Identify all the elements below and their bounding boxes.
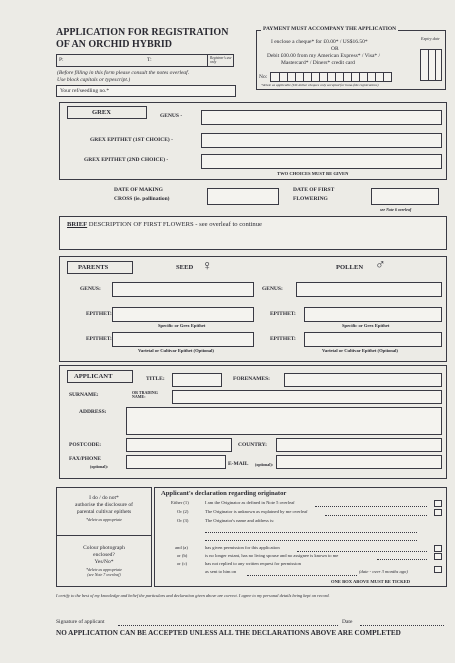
checkbox-no-reply[interactable] (434, 566, 442, 573)
grex-epithet1-label: GREX EPITHET (1ST CHOICE) - (90, 137, 173, 143)
cross-date-label1: DATE OF MAKING (114, 187, 163, 193)
grex-genus-label: GENUS - (160, 113, 183, 119)
expiry-label: Expiry date (421, 36, 440, 41)
title-label: TITLE: (146, 376, 165, 382)
decl-text1: I am the Originator as defined in Note 5 overleaf (205, 500, 295, 505)
surname-field[interactable] (172, 390, 442, 404)
payment-debit: Debit £00.00 from my American Express* / Visa* / (267, 53, 381, 59)
parents-heading-box (67, 261, 133, 274)
seed-epithet1-label: EPITHET: (86, 311, 112, 317)
address-label: ADDRESS: (79, 409, 107, 415)
pollen-specific-caption: Specific or Grex Epithet (342, 323, 390, 328)
registrar-divider (207, 55, 208, 66)
cross-date-field[interactable] (207, 188, 279, 205)
photo-line2: enclosed? (93, 552, 115, 558)
disclose-note: *delete as appropriate (85, 517, 123, 522)
t-label: T: (147, 57, 152, 63)
decl-text-b: is no longer extant, has no living spouse and no assignee is known to me (205, 553, 339, 558)
form-title-line1: APPLICATION FOR REGISTRATION (56, 27, 229, 38)
checkbox-permission[interactable] (434, 545, 442, 552)
signature-date-line[interactable] (360, 625, 444, 626)
or-b-label: or (b) (177, 553, 188, 558)
payment-cheque: I enclose a cheque* for £0.00* / US$16.50* (271, 39, 368, 45)
payment-title: PAYMENT MUST ACCOMPANY THE APPLICATION (263, 26, 397, 32)
pollen-specific-epithet-field[interactable] (304, 307, 442, 322)
grex-heading: GREX (92, 109, 112, 116)
flowering-date-label1: DATE OF FIRST (293, 187, 335, 193)
pt-registrar-box (56, 54, 234, 67)
pollen-genus-field[interactable] (296, 282, 442, 297)
signature-label: Signature of applicant (56, 619, 105, 625)
fax-optional-label: (optional): (90, 464, 108, 469)
ref-label: Your ref/seedling no.* (60, 88, 110, 94)
disclosure-photo-panel (56, 487, 152, 587)
one-box-note: ONE BOX ABOVE MUST BE TICKED (331, 579, 411, 584)
photo-note1: *delete as appropriate (85, 567, 123, 572)
email-optional-label: (optional): (255, 462, 273, 467)
seed-specific-caption: Specific or Grex Epithet (158, 323, 206, 328)
decl-text-c1: has not replied to any written request for permission (205, 561, 301, 566)
grex-section (59, 102, 447, 180)
checkbox-originator-unknown[interactable] (434, 509, 442, 516)
country-label: COUNTRY: (238, 442, 267, 448)
note6-reference: see Note 6 overleaf (380, 207, 412, 212)
expiry-field[interactable] (420, 49, 442, 81)
decl-text3: The Originator's name and address is: (205, 518, 275, 523)
declaration-section (154, 487, 447, 587)
applicant-heading-box (67, 370, 133, 383)
payment-card-types: Mastercard* / Diners* credit card (281, 60, 355, 66)
or3-label: Or (3) (177, 518, 189, 523)
decl-text-c2: as sent to him on (205, 569, 237, 574)
flowering-date-label2: FLOWERING (293, 196, 328, 202)
either1-label: Either (1) (171, 500, 189, 505)
or2-label: Or (2) (177, 509, 189, 514)
two-choices-note: TWO CHOICES MUST BE GIVEN (277, 171, 349, 176)
postcode-label: POSTCODE: (69, 442, 102, 448)
grex-epithet2-label: GREX EPITHET (2ND CHOICE) - (84, 157, 169, 163)
p-label: P: (59, 57, 64, 63)
signature-line[interactable] (118, 625, 338, 626)
payment-footnote: *delete as applicable (UK dollar cheques only accepted for bona-fide registrations) (261, 83, 379, 87)
email-label: E-MAIL (228, 461, 249, 467)
seed-varietal-caption: Varietal or Cultivar Epithet (Optional) (138, 348, 214, 353)
note-line1: (Before filling in this form please consult the notes overleaf. (57, 70, 190, 76)
title-field[interactable] (172, 373, 222, 387)
card-no-label: No: (259, 74, 268, 80)
disclose-line3: parental cultivar epithets (76, 509, 132, 515)
photo-yes-no[interactable]: Yes/No* (94, 559, 114, 565)
trading-name-label: OR TRADING NAME: (132, 390, 158, 400)
originator-address-line1[interactable] (205, 532, 417, 533)
sent-date-line[interactable] (247, 575, 357, 576)
seed-genus-field[interactable] (112, 282, 254, 297)
ref-field[interactable] (56, 85, 236, 97)
signature-date-label: Date (342, 619, 353, 625)
certify-statement: I certify to the best of my knowledge and belief the particulars and declaration given above are correct. I agree to my personal details being kept on record. (56, 593, 330, 598)
declaration-heading: Applicant's declaration regarding originator (161, 490, 287, 497)
fax-phone-label: FAX/PHONE (69, 456, 101, 462)
surname-label: SURNAME: (69, 392, 99, 398)
seed-epithet2-label: EPITHET: (86, 336, 112, 342)
seed-specific-epithet-field[interactable] (112, 307, 254, 322)
checkbox-not-extant[interactable] (434, 553, 442, 560)
pollen-epithet1-label: EPITHET: (270, 311, 296, 317)
and-a-label: and (a) (175, 545, 188, 550)
description-label: BRIEF DESCRIPTION OF FIRST FLOWERS - see overleaf to continue (67, 221, 262, 228)
grex-epithet1-field[interactable] (201, 133, 442, 148)
parents-section (59, 256, 447, 362)
pollen-varietal-epithet-field[interactable] (304, 332, 442, 347)
payment-box (256, 26, 446, 90)
cross-date-label2: CROSS (ie. pollination) (114, 196, 170, 202)
pollen-genus-label: GENUS: (262, 286, 283, 292)
applicant-heading: APPLICANT (74, 373, 113, 380)
postcode-field[interactable] (126, 438, 232, 452)
email-field[interactable] (276, 455, 442, 469)
pollen-epithet2-label: EPITHET: (270, 336, 296, 342)
address-field[interactable] (126, 407, 442, 435)
fax-phone-field[interactable] (126, 455, 226, 469)
forenames-field[interactable] (284, 373, 442, 387)
checkbox-originator[interactable] (434, 500, 442, 507)
country-field[interactable] (276, 438, 442, 452)
forenames-label: FORENAMES: (233, 376, 270, 382)
pollen-heading: POLLEN (336, 264, 364, 271)
disclose-line1: I do / do not* (89, 495, 119, 501)
disclose-line2: authorise the disclosure of (75, 502, 133, 508)
description-field[interactable] (59, 216, 447, 250)
decl-text-c3: (date - over 3 months ago) (359, 569, 408, 574)
final-warning: NO APPLICATION CAN BE ACCEPTED UNLESS ALL THE DECLARATIONS ABOVE ARE COMPLETED (56, 629, 401, 637)
form-title-line2: OF AN ORCHID HYBRID (56, 39, 173, 50)
female-symbol-icon: ♀ (202, 259, 213, 274)
decl-text-a: has given permission for this application (205, 545, 280, 550)
seed-genus-label: GENUS: (80, 286, 101, 292)
grex-genus-field[interactable] (201, 110, 442, 125)
or-c-label: or (c) (177, 561, 188, 566)
photo-note2: (see Note 7 overleaf) (87, 572, 121, 577)
card-number-field[interactable] (270, 72, 392, 82)
photo-line1: Colour photograph (83, 545, 125, 551)
registrar-only-label: Registrar's use only (210, 56, 232, 64)
flowering-date-field[interactable] (371, 188, 439, 205)
male-symbol-icon: ♂ (375, 258, 386, 273)
grex-heading-box (67, 106, 147, 119)
seed-varietal-epithet-field[interactable] (112, 332, 254, 347)
seed-heading: SEED (176, 264, 194, 271)
decl-text2: The Originator is unknown as explained by me overleaf (205, 509, 308, 514)
payment-or: OR (331, 46, 339, 52)
originator-address-line2[interactable] (205, 540, 417, 541)
parents-heading: PARENTS (78, 264, 109, 271)
pollen-varietal-caption: Varietal or Cultivar Epithet (Optional) (322, 348, 398, 353)
note-line2: Use block capitals or typescript.) (57, 77, 131, 83)
grex-epithet2-field[interactable] (201, 154, 442, 169)
applicant-section (59, 365, 447, 479)
